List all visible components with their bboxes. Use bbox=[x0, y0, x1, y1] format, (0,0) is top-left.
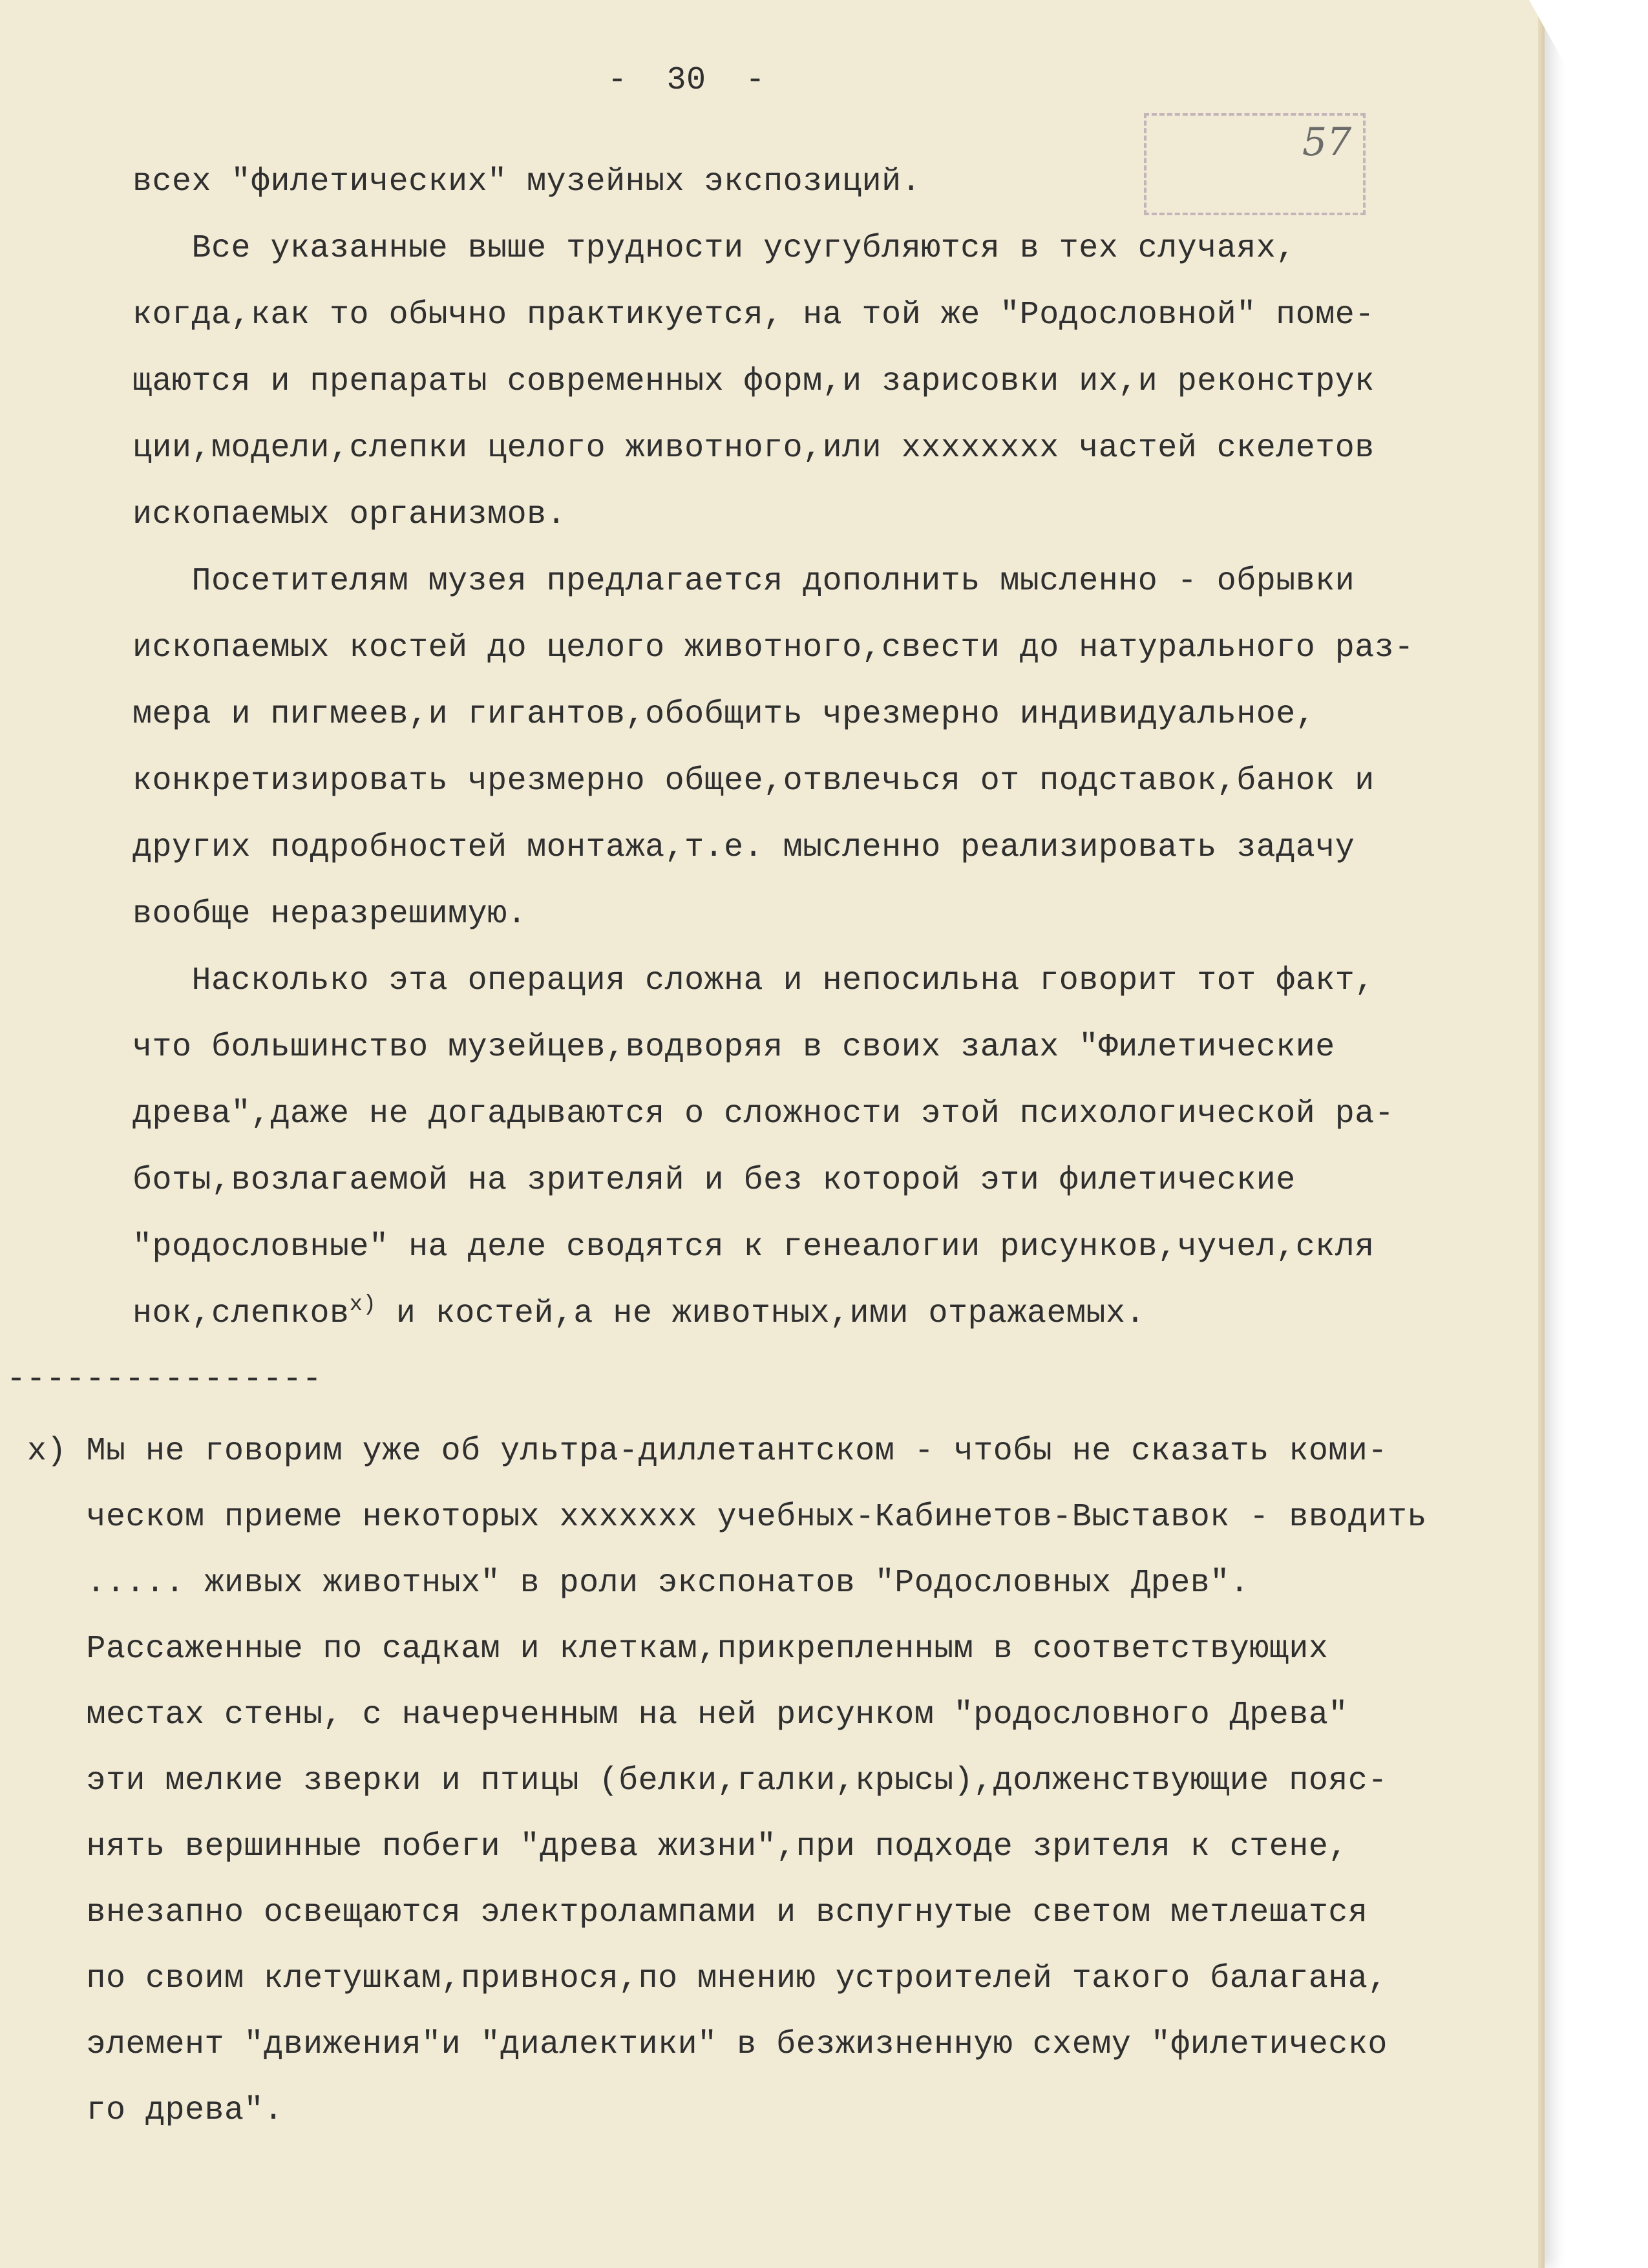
body-line: древа",даже не догадываются о сложности этой психологической ра- bbox=[132, 1096, 1395, 1132]
body-line: что большинство музейцев,водворяя в своих залах "Филетические bbox=[132, 1029, 1335, 1066]
body-line: "родословные" на деле сводятся к генеалогии рисунков,чучел,скля bbox=[132, 1229, 1375, 1266]
footnote-line: нять вершинные побеги "древа жизни",при подходе зрителя к стене, bbox=[27, 1828, 1348, 1865]
body-line: всех "филетических" музейных экспозиций. bbox=[132, 164, 922, 200]
footnote-mark: х) bbox=[349, 1293, 377, 1317]
body-line: конкретизировать чрезмерно общее,отвлечься от подставок,банок и bbox=[132, 763, 1375, 800]
footnote-line: х) Мы не говорим уже об ультра-диллетантском - чтобы не сказать коми- bbox=[27, 1433, 1388, 1470]
archive-page-number: 57 bbox=[1302, 120, 1352, 165]
footnote-line: ческом приеме некоторых ххххххх учебных-Кабинетов-Выставок - вводить bbox=[27, 1499, 1427, 1536]
footnote-line: го древа". bbox=[27, 2092, 284, 2129]
body-line: ции,модели,слепки целого животного,или хххххххх частей скелетов bbox=[132, 430, 1375, 467]
last-line-start: нок,слепков bbox=[132, 1295, 350, 1332]
body-line: боты,возлагаемой на зрителяй и без которой эти филетические bbox=[132, 1162, 1296, 1199]
page-edge bbox=[1538, 0, 1545, 2268]
body-line: вообще неразрешимую. bbox=[132, 896, 527, 933]
footnote-line: элемент "движения"и "диалектики" в безжизненную схему "филетическо bbox=[27, 2026, 1388, 2063]
body-line: ископаемых костей до целого животного,свести до натурального раз- bbox=[132, 630, 1414, 666]
body-line: Все указанные выше трудности усугубляются в тех случаях, bbox=[132, 230, 1296, 267]
body-line: других подробностей монтажа,т.е. мысленно реализировать задачу bbox=[132, 829, 1355, 866]
body-line: щаются и препараты современных форм,и зарисовки их,и реконструк bbox=[132, 363, 1375, 400]
footnote-line: ..... живых животных" в роли экспонатов "Родословных Древ". bbox=[27, 1565, 1250, 1602]
footnote-line: Рассаженные по садкам и клеткам,прикрепленным в соответствующих bbox=[27, 1631, 1329, 1668]
footnote-separator: ---------------- bbox=[6, 1361, 322, 1398]
body-line: ископаемых организмов. bbox=[132, 496, 567, 533]
body-line-last bbox=[132, 1295, 1145, 1336]
footnote-line: эти мелкие зверки и птицы (белки,галки,крысы),долженствующие пояс- bbox=[27, 1763, 1388, 1799]
body-line: Посетителям музея предлагается дополнить мысленно - обрывки bbox=[132, 563, 1355, 600]
footnote-line: местах стены, с начерченным на ней рисунком "родословного Древа" bbox=[27, 1697, 1348, 1733]
page-number: - 30 - bbox=[607, 62, 766, 99]
body-line: когда,как то обычно практикуется, на той же "Родословной" поме- bbox=[132, 297, 1375, 334]
footnote-line: внезапно освещаются электролампами и вспугнутые светом метлешатся bbox=[27, 1894, 1368, 1931]
last-line-end: и костей,а не животных,ими отражаемых. bbox=[376, 1295, 1146, 1332]
footnote-line: по своим клетушкам,привнося,по мнению устроителей такого балагана, bbox=[27, 1960, 1388, 1997]
body-line: мера и пигмеев,и гигантов,обобщить чрезмерно индивидуальное, bbox=[132, 696, 1316, 733]
body-line: Насколько эта операция сложна и непосильна говорит тот факт, bbox=[132, 962, 1375, 999]
